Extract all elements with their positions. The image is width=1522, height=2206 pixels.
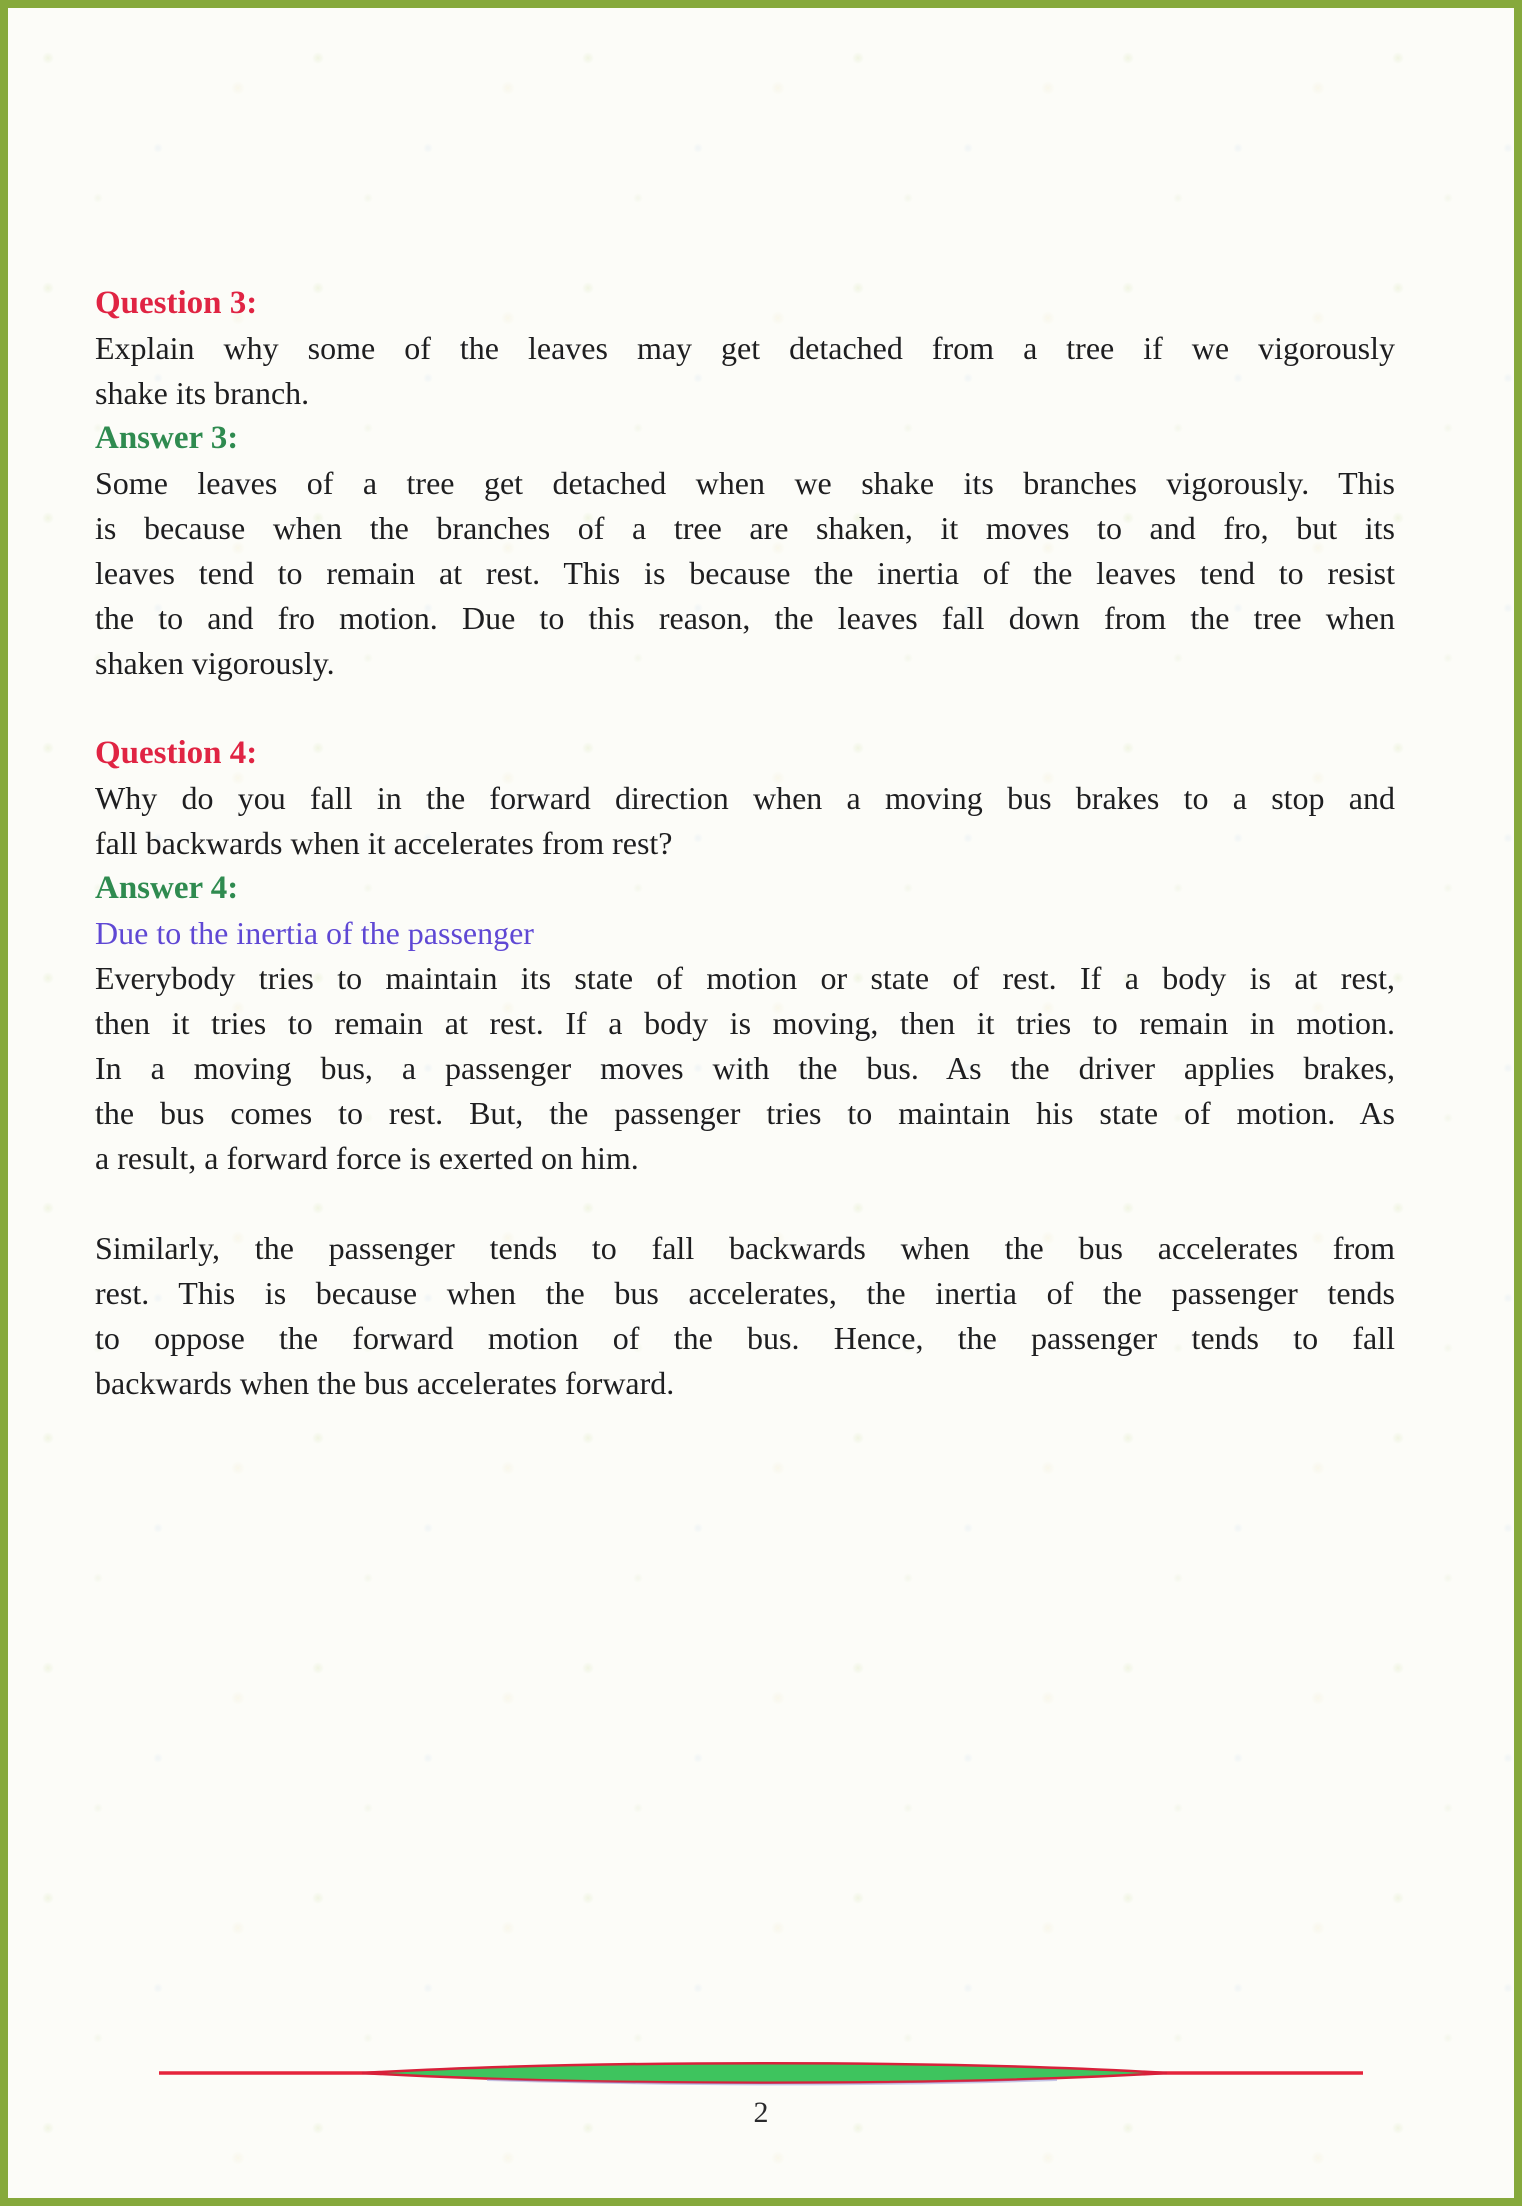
content-area: [95, 281, 1395, 1406]
answer4-text-line: In a moving bus, a passenger moves with the bus. As the driver applies brakes,: [95, 1050, 1395, 1086]
question3-block: [95, 281, 1395, 686]
answer4-text-line: a result, a forward force is exerted on him.: [95, 1140, 639, 1176]
answer4-text-line: the bus comes to rest. But, the passenger tries to maintain his state of motion. As: [95, 1095, 1395, 1131]
answer4-highlight: Due to the inertia of the passenger: [95, 915, 534, 951]
question3-heading: Question 3:: [95, 285, 258, 321]
question4-text-line: Why do you fall in the forward direction when a moving bus brakes to a stop and: [95, 780, 1395, 816]
answer4-text-line: to oppose the forward motion of the bus. Hence, the passenger tends to fall: [95, 1320, 1395, 1356]
footer-divider: [157, 2058, 1365, 2088]
answer4-text-line: backwards when the bus accelerates forward.: [95, 1365, 675, 1401]
answer4-text-line: rest. This is because when the bus accelerates, the inertia of the passenger tends: [95, 1275, 1395, 1311]
answer4-heading: Answer 4:: [95, 870, 239, 906]
answer3-text-line: the to and fro motion. Due to this reason, the leaves fall down from the tree when: [95, 600, 1395, 636]
answer3-text-line: Some leaves of a tree get detached when we shake its branches vigorously. This: [95, 465, 1395, 501]
answer4-paragraph2: [95, 1226, 1395, 1406]
question3-text-line: Explain why some of the leaves may get detached from a tree if we vigorously: [95, 330, 1395, 366]
answer4-text-line: Similarly, the passenger tends to fall backwards when the bus accelerates from: [95, 1230, 1395, 1266]
answer4-text-line: then it tries to remain at rest. If a body is moving, then it tries to remain in motion.: [95, 1005, 1395, 1041]
question3-text-line: shake its branch.: [95, 375, 310, 411]
answer3-text-line: shaken vigorously.: [95, 645, 335, 681]
answer3-text-line: leaves tend to remain at rest. This is because the inertia of the leaves tend to resist: [95, 555, 1395, 591]
question4-heading: Question 4:: [95, 735, 258, 771]
page-number: 2: [753, 2096, 769, 2129]
question4-block: [95, 731, 1395, 1181]
answer4-text-line: Everybody tries to maintain its state of motion or state of rest. If a body is at rest,: [95, 960, 1395, 996]
answer3-heading: Answer 3:: [95, 420, 239, 456]
question4-text-line: fall backwards when it accelerates from rest?: [95, 825, 673, 861]
answer3-text-line: is because when the branches of a tree are shaken, it moves to and fro, but its: [95, 510, 1395, 546]
